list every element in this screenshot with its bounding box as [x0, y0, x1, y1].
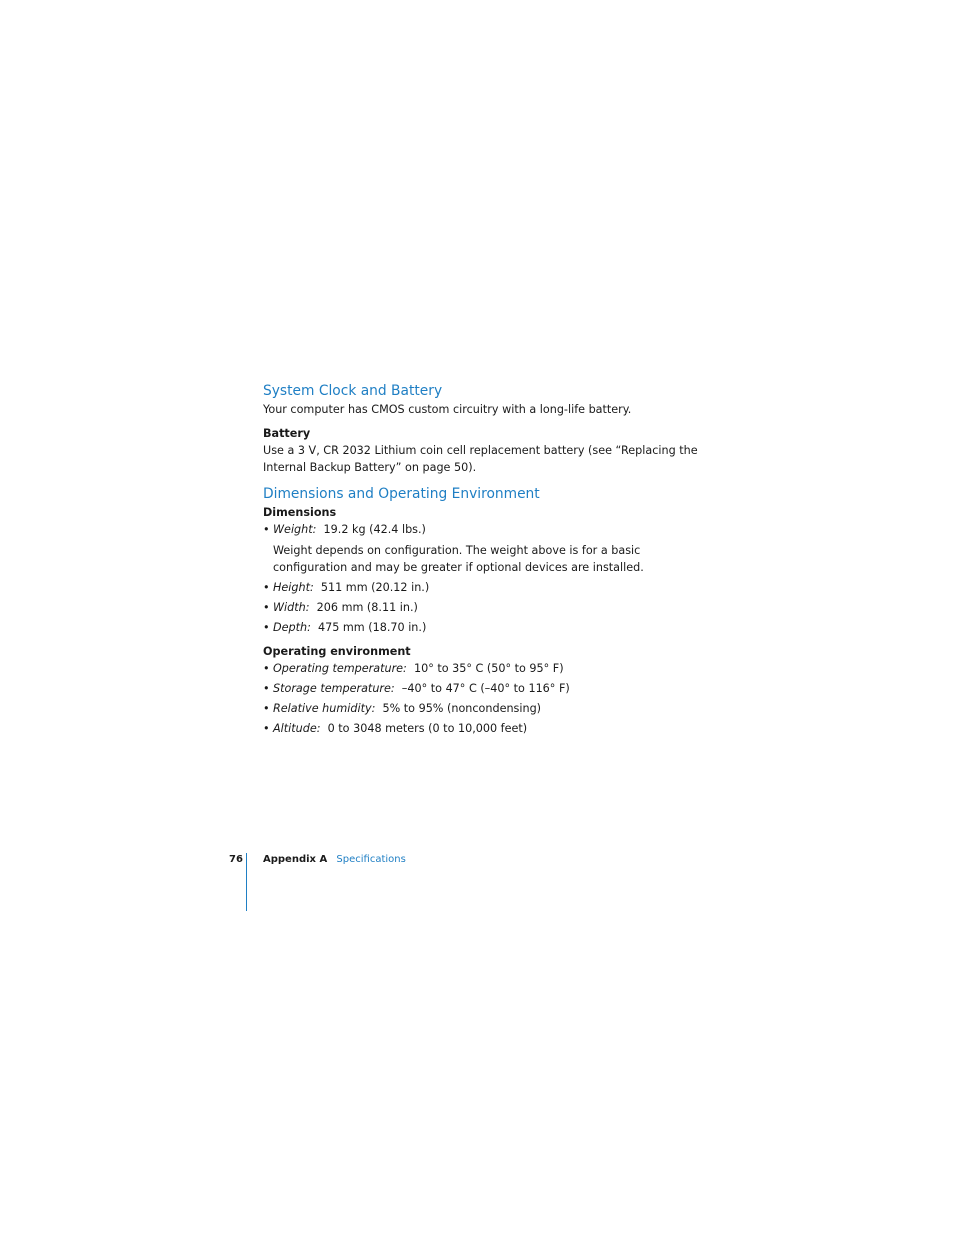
bullet-marker: • [263, 702, 270, 715]
footer [263, 852, 406, 868]
item-label: Storage temperature: [273, 682, 395, 695]
dimensions-heading: Dimensions [263, 506, 337, 519]
list-item-height [263, 579, 713, 596]
item-value: 475 mm (18.70 in.) [317, 621, 427, 634]
bullet-marker: • [263, 601, 270, 614]
item-value: 0 to 3048 meters (0 to 10,000 feet) [327, 722, 528, 735]
item-label: Weight: [273, 523, 317, 536]
bullet-marker: • [263, 621, 270, 634]
footer-divider [246, 853, 247, 911]
item-value: 206 mm (8.11 in.) [316, 601, 418, 614]
section-intro: Your computer has CMOS custom circuitry with a long-life battery. [263, 403, 632, 416]
list-item-operating-temperature [263, 660, 713, 677]
battery-heading: Battery [263, 427, 311, 440]
list-item-relative-humidity [263, 700, 713, 717]
item-label: Height: [273, 581, 314, 594]
footer-appendix-label: Appendix A [263, 854, 328, 865]
bullet-marker: • [263, 662, 270, 675]
item-value: 5% to 95% (noncondensing) [382, 702, 542, 715]
list-item-width [263, 599, 713, 616]
list-item-weight [263, 521, 713, 538]
page-number: 76 [229, 854, 243, 865]
bullet-marker: • [263, 581, 270, 594]
item-label: Operating temperature: [273, 662, 407, 675]
operating-environment-heading: Operating environment [263, 645, 411, 658]
item-label: Width: [273, 601, 310, 614]
bullet-marker: • [263, 682, 270, 695]
list-item-storage-temperature [263, 680, 713, 697]
battery-text: Use a 3 V, CR 2032 Lithium coin cell replacement battery (see “Replacing the Internal Backup Battery” on page 50). [263, 444, 698, 474]
list-item-depth [263, 619, 713, 636]
bullet-marker: • [263, 523, 270, 536]
item-value: –40° to 47° C (–40° to 116° F) [401, 682, 570, 695]
footer-section-label: Specifications [336, 854, 406, 865]
list-item-altitude [263, 720, 713, 737]
section-title-system-clock: System Clock and Battery [263, 383, 443, 399]
item-label: Altitude: [273, 722, 321, 735]
item-label: Depth: [273, 621, 311, 634]
item-value: 511 mm (20.12 in.) [320, 581, 430, 594]
page-content [263, 381, 713, 737]
item-value: 19.2 kg (42.4 lbs.) [323, 523, 426, 536]
bullet-marker: • [263, 722, 270, 735]
weight-note: Weight depends on configuration. The weight above is for a basic configuration and may be greater if optional devices are installed. [273, 544, 644, 574]
item-label: Relative humidity: [273, 702, 376, 715]
section-title-dimensions: Dimensions and Operating Environment [263, 486, 540, 502]
item-value: 10° to 35° C (50° to 95° F) [413, 662, 564, 675]
